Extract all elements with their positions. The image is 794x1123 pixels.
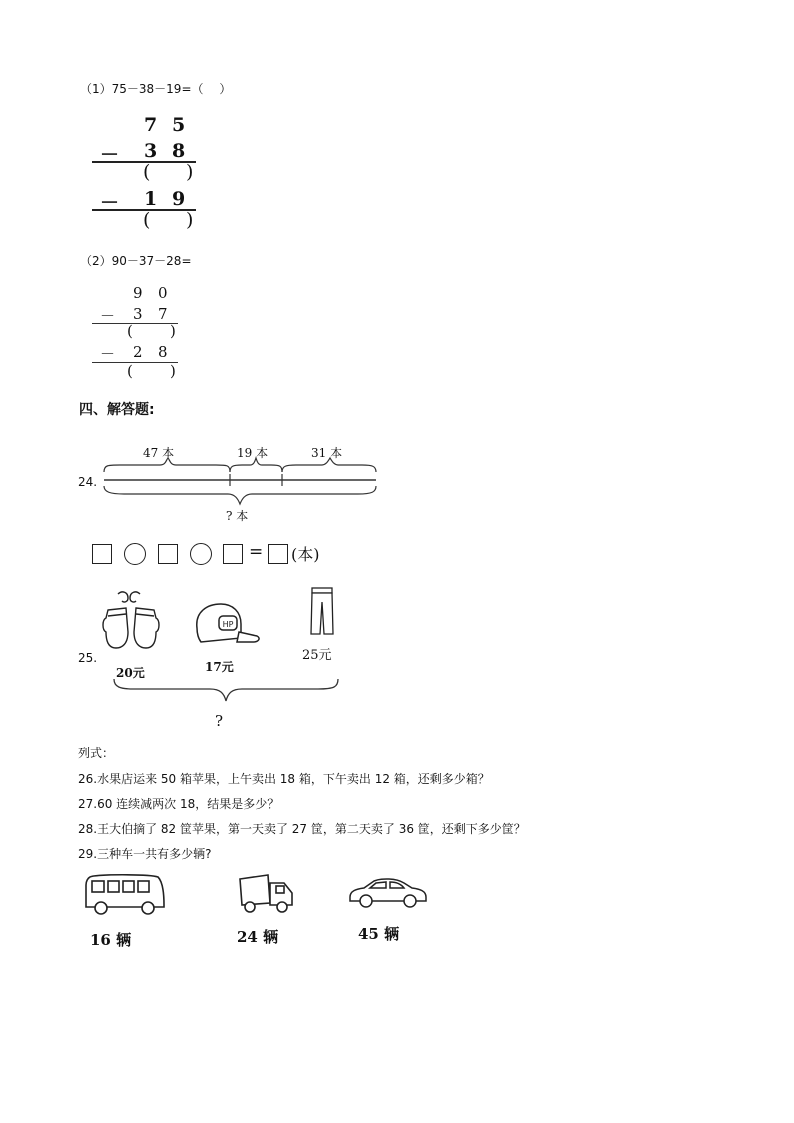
car-icon [346,875,428,911]
divider-line [92,323,178,324]
divider-line [92,362,178,363]
q24-number: 24. [78,475,98,489]
truck-icon [236,871,296,917]
answer-paren-close: ) [186,161,194,183]
digit: 8 [172,140,186,162]
truck-count: 24 辆 [237,928,279,946]
segment-label-1: 47 本 [143,446,175,460]
question-29: 29.三种车一共有多少辆? [78,847,212,861]
digit: 7 [158,305,168,323]
segment-total-label: ? 本 [226,509,249,523]
gloves-price: 20元 [116,666,145,680]
answer-paren-open: ( [127,362,133,380]
answer-paren-close: ) [170,362,176,380]
problem-1-label: （1）75－38－19=（ ） [80,82,232,96]
digit: 8 [158,343,168,361]
answer-paren-close: ) [170,322,176,340]
answer-paren-open: ( [127,322,133,340]
digit: 7 [144,114,158,136]
digit: 0 [158,284,168,302]
pants-icon [309,586,335,636]
answer-paren-open: ( [143,161,151,183]
q25-number: 25. [78,651,98,665]
section-title: 四、解答题: [79,402,155,418]
equals-sign: = [249,542,264,562]
bus-count: 16 辆 [90,931,132,949]
cap-price: 17元 [205,660,234,674]
total-question-mark: ? [215,712,224,730]
digit: 3 [144,140,158,162]
digit: 9 [172,188,186,210]
question-26: 26.水果店运来 50 箱苹果，上午卖出 18 箱，下午卖出 12 箱，还剩多少箱？ [78,772,490,786]
segment-diagram-lines [100,455,382,507]
operator-circle[interactable] [124,543,146,565]
minus-sign: － [100,144,120,166]
svg-text:HP: HP [222,620,234,629]
minus-sign: － [100,345,116,363]
digit: 9 [133,284,143,302]
unit-label: (本) [291,545,320,564]
question-27: 27.60 连续减两次 18，结果是多少？ [78,797,280,811]
bus-icon [84,871,166,917]
answer-paren-close: ) [186,209,194,231]
answer-box[interactable] [268,544,288,564]
digit: 3 [133,305,143,323]
minus-sign: － [100,192,120,214]
digit: 5 [172,114,186,136]
cap-icon [193,602,263,648]
segment-label-2: 19 本 [237,446,269,460]
digit: 2 [133,343,143,361]
car-count: 45 辆 [358,925,400,943]
total-brace [110,675,344,709]
answer-box[interactable] [158,544,178,564]
list-label: 列式： [78,746,115,760]
answer-box[interactable] [92,544,112,564]
minus-sign: － [100,307,116,325]
problem-2-label: （2）90－37－28= [80,254,192,268]
gloves-icon [100,590,164,652]
operator-circle[interactable] [190,543,212,565]
answer-paren-open: ( [143,209,151,231]
digit: 1 [144,188,158,210]
pants-price: 25元 [302,648,332,663]
segment-label-3: 31 本 [311,446,343,460]
answer-box[interactable] [223,544,243,564]
question-28: 28.王大伯摘了 82 筐苹果，第一天卖了 27 筐，第二天卖了 36 筐，还剩下多少筐？ [78,822,526,836]
